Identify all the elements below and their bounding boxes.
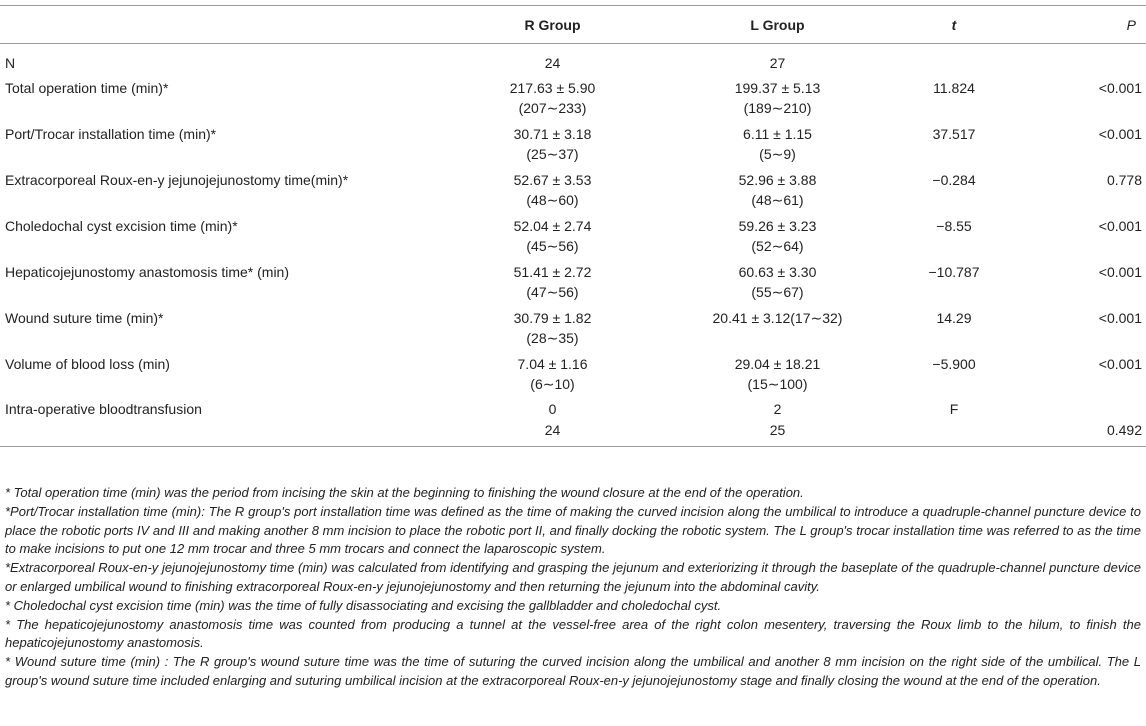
p-value: <0.001 [1098, 80, 1142, 96]
footnote: *Port/Trocar installation time (min): The R group's port installation time was defined as the time of making the curved incision along the umbilical to introduce a quadruple-channel puncture device to place the robotic ports IV and III and making another 8 mm incision to place the robotic port II, and finally docking the robotic system. The L group's trocar installation time was referred to as the time to make incisions to put one 12 mm trocar and three 5 mm trocars and connect the laparoscopic system. [5, 503, 1141, 557]
t-value: 37.517 [932, 126, 976, 142]
results-table [0, 5, 1146, 447]
t-value: 14.29 [936, 310, 972, 326]
table-row [0, 419, 1146, 447]
row-label: Total operation time (min)* [5, 80, 169, 96]
p-value: 0.492 [1018, 419, 1146, 447]
table-row [0, 351, 1146, 397]
table-row [0, 397, 1146, 419]
l-group-value: 25 [665, 419, 890, 447]
r-group-value: 51.41 ± 2.72 (47∼56) [513, 264, 592, 300]
l-group-value: 6.11 ± 1.15 (5∼9) [743, 126, 812, 162]
table-body [0, 44, 1146, 447]
row-label: Wound suture time (min)* [5, 310, 164, 326]
p-value [1018, 397, 1146, 419]
header-label [0, 6, 440, 44]
table-row [0, 167, 1146, 213]
l-group-value: 29.04 ± 18.21 (15∼100) [734, 356, 821, 392]
table-header [0, 6, 1146, 44]
l-group-value: 52.96 ± 3.88 (48∼61) [738, 172, 817, 208]
p-value: 0.778 [1106, 172, 1142, 188]
header-p: P [1018, 6, 1146, 44]
header-row [0, 6, 1146, 44]
r-group-value: 24 [544, 55, 561, 71]
r-group-value: 7.04 ± 1.16 (6∼10) [517, 356, 588, 392]
row-label [0, 419, 440, 447]
l-group-value: 199.37 ± 5.13 (189∼210) [734, 80, 821, 116]
footnote: * The hepaticojejunostomy anastomosis time was counted from producing a tunnel at the vessel-free area of the right colon mesentery, traversing the Roux limb to the hilum, to finish the hepaticojejunostomy anastomosis. [5, 616, 1141, 651]
row-label: N [5, 55, 16, 71]
footnote: *Extracorporeal Roux-en-y jejunojejunostomy time (min) was calculated from identifying and grasping the jejunum and exteriorizing it through the baseplate of the quadruple-channel puncture device or enlarged umbilical wound to finishing extracorporeal Roux-en-y jejunojejunostomy and then returning the jejunum into the abdominal cavity. [5, 560, 1141, 594]
l-group-value: 27 [769, 55, 786, 71]
row-label: Choledochal cyst excision time (min)* [5, 218, 238, 234]
p-value [1018, 44, 1146, 76]
l-group-value: 59.26 ± 3.23 (52∼64) [738, 218, 817, 254]
header-l-group: L Group [665, 6, 890, 44]
p-value: <0.001 [1098, 126, 1142, 142]
l-group-value: 20.41 ± 3.12(17∼32) [712, 310, 843, 326]
t-value: 11.824 [933, 80, 975, 96]
table-row [0, 75, 1146, 121]
r-group-value: 30.71 ± 3.18 (25∼37) [513, 126, 592, 162]
p-value: <0.001 [1098, 218, 1142, 234]
row-label: Volume of blood loss (min) [5, 356, 170, 372]
p-value: <0.001 [1098, 264, 1142, 280]
r-group-value: 217.63 ± 5.90 (207∼233) [509, 80, 596, 116]
header-r-group: R Group [440, 6, 665, 44]
table-row [0, 44, 1146, 76]
row-label: Extracorporeal Roux-en-y jejunojejunostomy time(min)* [5, 172, 349, 188]
r-group-value: 52.04 ± 2.74 (45∼56) [513, 218, 592, 254]
header-t: t [890, 6, 1018, 44]
row-label: Intra-operative bloodtransfusion [5, 401, 202, 417]
t-value: −8.55 [936, 218, 972, 234]
table-row [0, 121, 1146, 167]
t-value: −5.900 [932, 356, 976, 372]
l-group-value: 60.63 ± 3.30 (55∼67) [738, 264, 817, 300]
row-label: Port/Trocar installation time (min)* [5, 126, 217, 142]
table-row [0, 259, 1146, 305]
table-footnotes [5, 484, 1141, 691]
table-row [0, 305, 1146, 351]
t-value: −0.284 [932, 172, 976, 188]
r-group-value: 0 [548, 401, 557, 417]
r-group-value: 24 [440, 419, 665, 447]
table-row [0, 213, 1146, 259]
t-value: F [949, 401, 959, 417]
footnote: * Wound suture time (min) : The R group's wound suture time was the time of suturing the curved incision along the umbilical and another 8 mm incision on the right side of the umbilical. The L group's wound suture time included enlarging and suturing umbilical incision at the extracorporeal Roux-en-y jejunojejunostomy stage and finally closing the wound at the end of the operation. [5, 654, 1141, 688]
p-value: <0.001 [1098, 310, 1142, 326]
row-label: Hepaticojejunostomy anastomosis time* (min) [5, 264, 289, 280]
t-value: −10.787 [928, 264, 980, 280]
p-value: <0.001 [1098, 356, 1142, 372]
t-value [890, 44, 1018, 76]
t-value [890, 419, 1018, 447]
footnote: * Total operation time (min) was the period from incising the skin at the beginning to finishing the wound closure at the end of the operation. [5, 485, 804, 500]
l-group-value: 2 [773, 401, 782, 417]
footnote: * Choledochal cyst excision time (min) was the time of fully disassociating and excising the gallbladder and choledochal cyst. [5, 597, 722, 613]
r-group-value: 52.67 ± 3.53 (48∼60) [513, 172, 592, 208]
r-group-value: 30.79 ± 1.82 (28∼35) [513, 310, 592, 346]
